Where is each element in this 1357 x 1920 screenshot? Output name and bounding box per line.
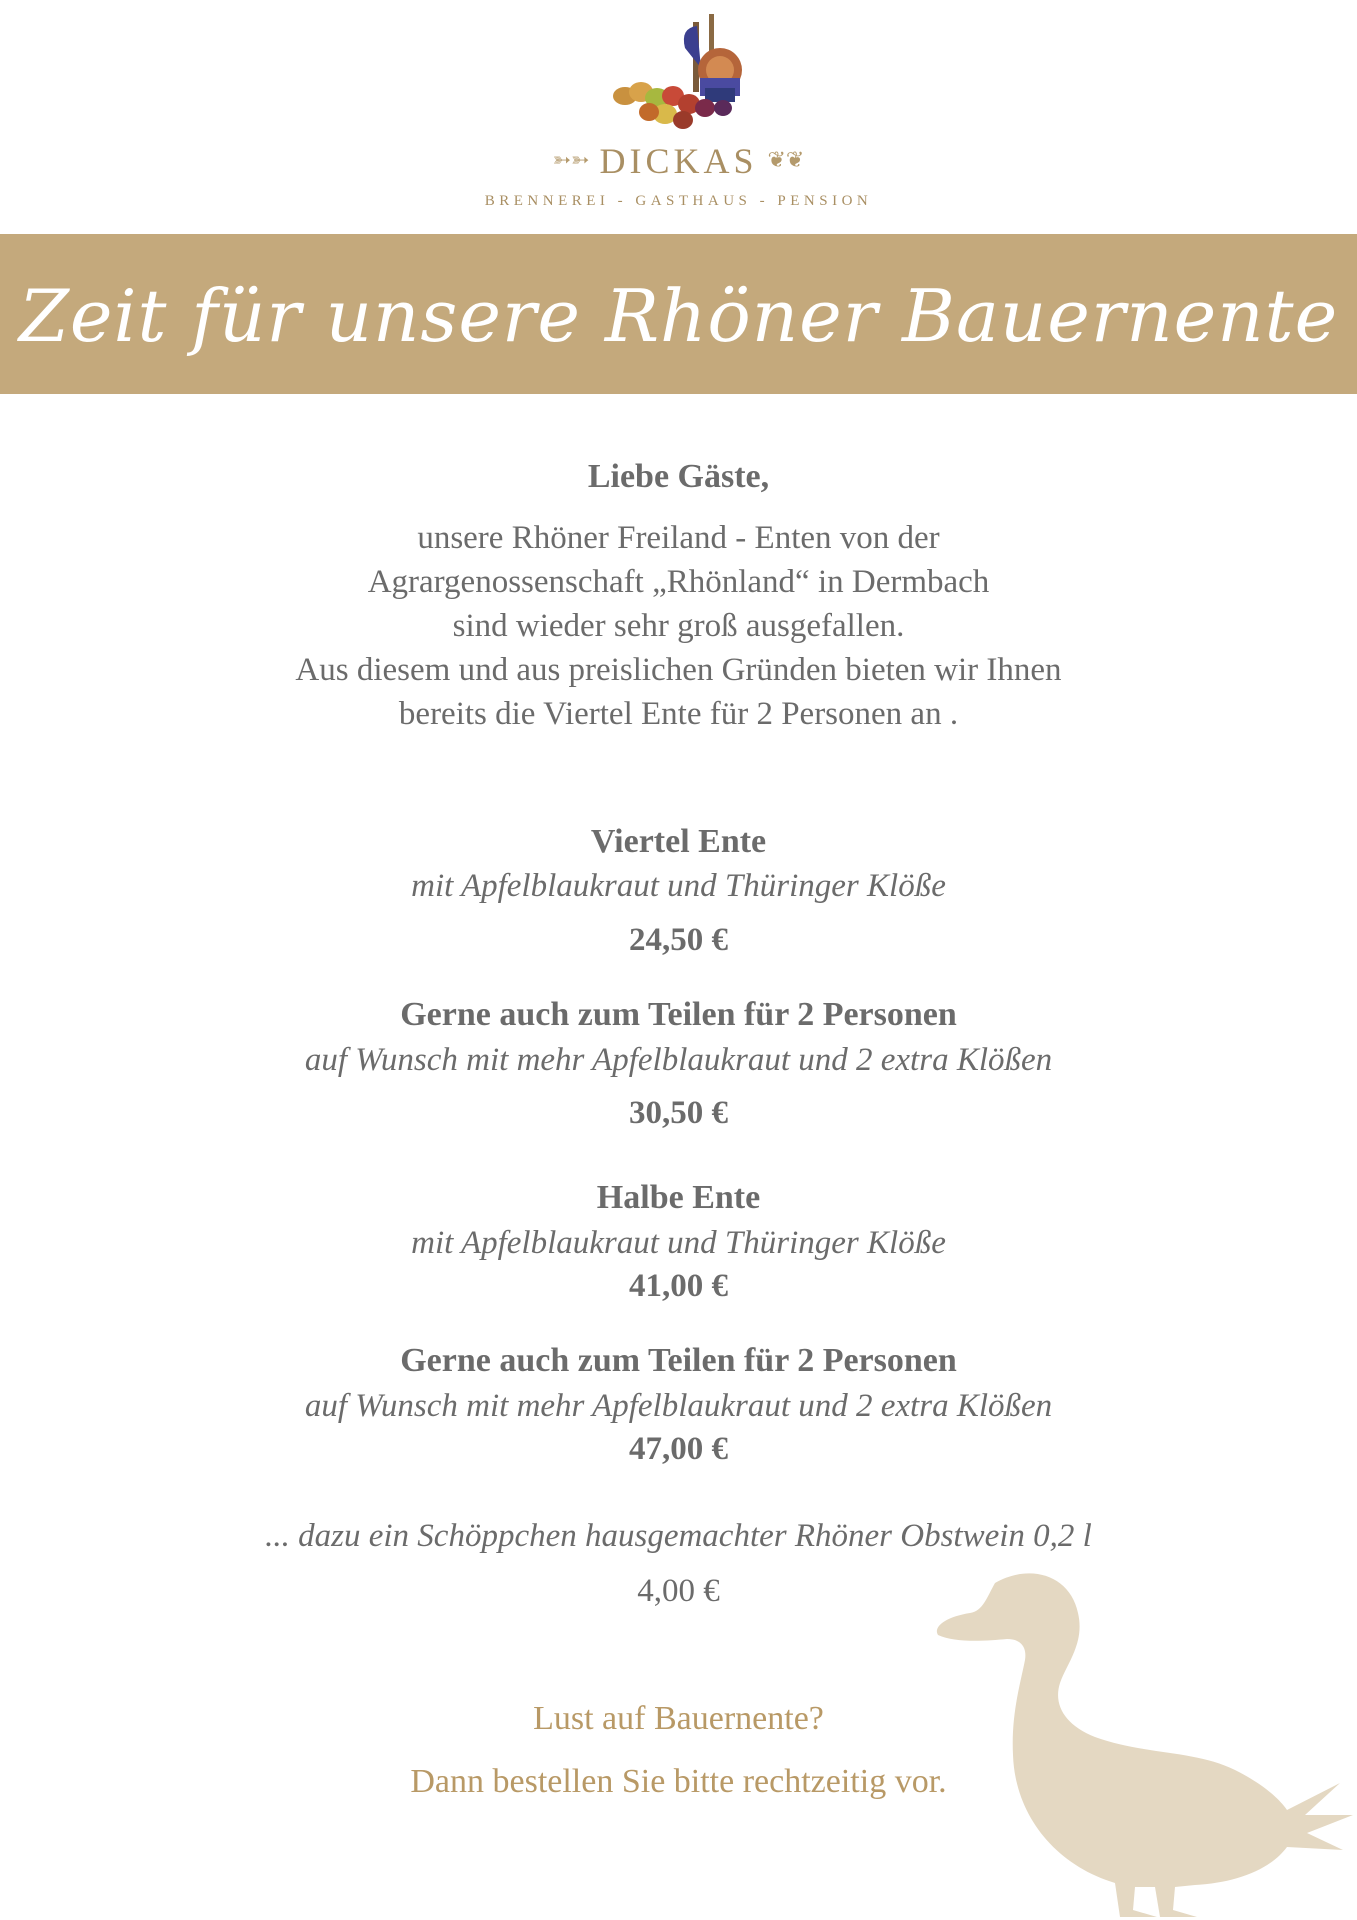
duck-silhouette-icon bbox=[935, 1565, 1357, 1920]
distillery-logo-icon bbox=[605, 8, 765, 140]
menu-item-name: Viertel Ente bbox=[590, 823, 767, 860]
menu-item-description: auf Wunsch mit mehr Apfelblaukraut und 2 extra Klößen bbox=[304, 1042, 1053, 1078]
menu-item-name: Gerne auch zum Teilen für 2 Personen bbox=[400, 1342, 957, 1379]
wine-offer: ... dazu ein Schöppchen hausgemachter Rhöner Obstwein 0,2 l bbox=[265, 1518, 1092, 1554]
right-sprig-icon: ❦❦ bbox=[767, 147, 805, 172]
menu-item-name: Gerne auch zum Teilen für 2 Personen bbox=[400, 996, 957, 1033]
brand-name: DICKAS bbox=[599, 141, 758, 181]
cta-question: Lust auf Bauernente? bbox=[533, 1700, 824, 1737]
intro-line: Agrargenossenschaft „Rhönland“ in Dermbach bbox=[367, 564, 990, 600]
menu-item-price: 30,50 € bbox=[629, 1095, 728, 1131]
menu-item-description: mit Apfelblaukraut und Thüringer Klöße bbox=[411, 1225, 946, 1261]
menu-item-price: 41,00 € bbox=[629, 1268, 728, 1304]
greeting: Liebe Gäste, bbox=[587, 458, 770, 495]
left-sprig-icon: ➳➳ bbox=[552, 147, 590, 172]
wine-price: 4,00 € bbox=[637, 1573, 720, 1609]
intro-line: unsere Rhöner Freiland - Enten von der bbox=[417, 520, 940, 556]
title-banner bbox=[0, 234, 1357, 394]
logo bbox=[0, 0, 1357, 230]
menu-item-description: mit Apfelblaukraut und Thüringer Klöße bbox=[411, 868, 946, 904]
intro-line: bereits die Viertel Ente für 2 Personen an . bbox=[398, 696, 959, 732]
menu-item-price: 24,50 € bbox=[629, 922, 728, 958]
menu-item-name: Halbe Ente bbox=[596, 1179, 761, 1216]
menu-item-description: auf Wunsch mit mehr Apfelblaukraut und 2 extra Klößen bbox=[304, 1388, 1053, 1424]
cta-instruction: Dann bestellen Sie bitte rechtzeitig vor. bbox=[410, 1763, 947, 1800]
brand-wordmark bbox=[0, 140, 1357, 182]
menu-item-price: 47,00 € bbox=[629, 1431, 728, 1467]
intro-line: Aus diesem und aus preislichen Gründen bieten wir Ihnen bbox=[295, 652, 1062, 688]
intro-line: sind wieder sehr groß ausgefallen. bbox=[452, 608, 905, 644]
page-title: Zeit für unsere Rhöner Bauernente bbox=[18, 274, 1339, 358]
brand-tagline: BRENNEREI - GASTHAUS - PENSION bbox=[484, 193, 873, 209]
